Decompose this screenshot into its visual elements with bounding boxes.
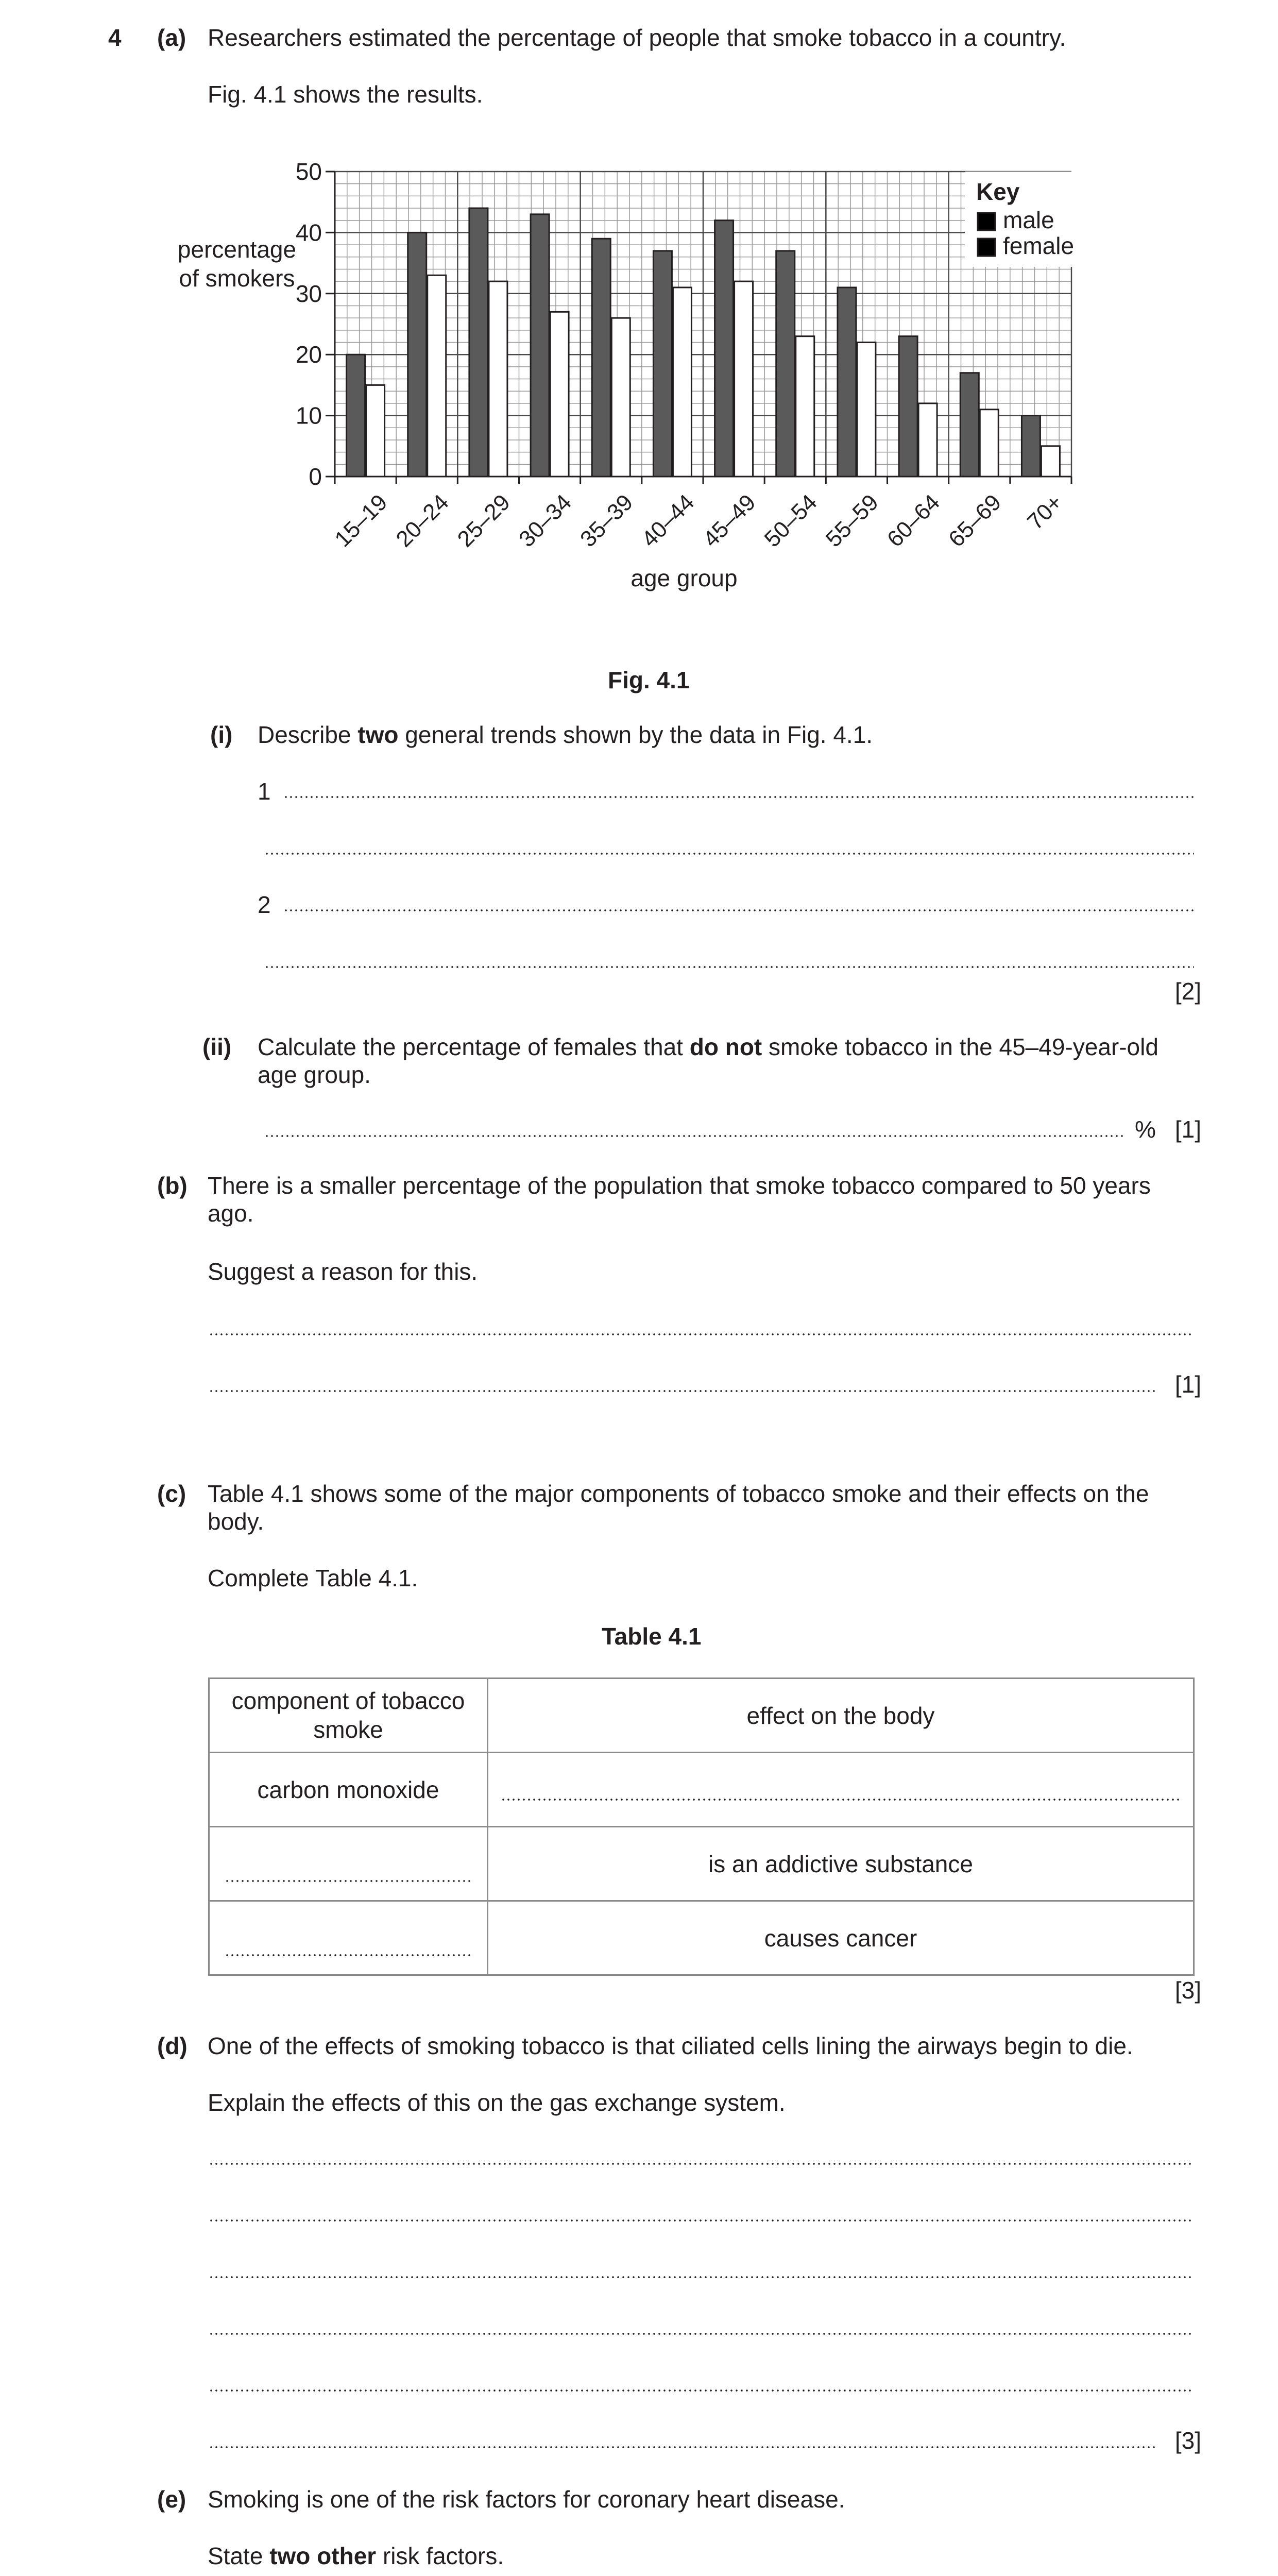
bar-male-4 — [592, 239, 610, 477]
part-a-i-text-bold: two — [357, 721, 399, 748]
part-d-label: (d) — [157, 2032, 188, 2059]
x-tick-label: 50–54 — [759, 489, 822, 552]
answer-line-a-i-2b[interactable] — [264, 966, 1194, 968]
y-tick-label: 20 — [295, 341, 322, 368]
figure-reference: Fig. 4.1 shows the results. — [208, 81, 483, 108]
x-tick-label: 65–69 — [944, 489, 1007, 552]
bar-female-0 — [366, 385, 385, 477]
y-axis-label-line2: of smokers — [179, 265, 295, 292]
part-a-i-text-post: general trends shown by the data in Fig. 4.1. — [398, 721, 873, 748]
row2-component-answer-line[interactable] — [225, 1880, 472, 1882]
part-b-label: (b) — [157, 1172, 188, 1199]
row2-effect: is an addictive substance — [488, 1827, 1194, 1901]
table-caption: Table 4.1 — [602, 1623, 702, 1650]
bar-male-1 — [408, 232, 427, 477]
part-b-text-line2: ago. — [208, 1200, 254, 1227]
answer-line-d-6[interactable] — [209, 2446, 1155, 2448]
part-e-label: (e) — [157, 2486, 186, 2513]
y-tick-labels — [296, 158, 322, 490]
answer-line-a-ii[interactable] — [264, 1135, 1126, 1137]
part-a-i-text — [258, 721, 873, 749]
answer-line-d-2[interactable] — [209, 2219, 1194, 2222]
y-tick-label: 40 — [295, 219, 322, 246]
part-b-text-line1: There is a smaller percentage of the population that smoke tobacco compared to 50 years — [208, 1172, 1151, 1199]
row3-component-answer-line[interactable] — [225, 1954, 472, 1956]
bar-female-9 — [918, 403, 937, 477]
x-tick-label: 25–29 — [452, 489, 515, 552]
part-a-ii-text-line2: age group. — [258, 1061, 371, 1088]
y-axis-label-line1: percentage — [177, 236, 297, 263]
row3-component-blank[interactable] — [209, 1901, 488, 1975]
header-component-line2: smoke — [313, 1716, 383, 1743]
bar-male-9 — [899, 336, 917, 477]
marks-a-ii: [1] — [1174, 1116, 1201, 1143]
bar-male-8 — [838, 287, 856, 477]
answer-line-d-1[interactable] — [209, 2163, 1194, 2165]
bar-female-1 — [428, 275, 446, 477]
answer-line-a-i-2[interactable] — [283, 909, 1194, 911]
header-component-line1: component of tobacco — [231, 1687, 465, 1715]
row2-component-blank[interactable] — [209, 1827, 488, 1901]
answer-line-d-3[interactable] — [209, 2276, 1194, 2278]
part-c-prompt: Complete Table 4.1. — [208, 1565, 418, 1591]
bar-male-2 — [469, 208, 488, 477]
bar-female-4 — [611, 318, 630, 477]
x-tick-label: 55–59 — [821, 489, 883, 552]
answer-line-number-1: 1 — [258, 778, 271, 805]
bar-male-3 — [531, 214, 549, 477]
part-c-text-line1: Table 4.1 shows some of the major components of tobacco smoke and their effects on the — [208, 1480, 1149, 1507]
header-effect: effect on the body — [488, 1679, 1194, 1753]
part-a-ii-text-bold: do not — [689, 1033, 762, 1060]
part-a-ii-text-pre: Calculate the percentage of females that — [258, 1033, 690, 1060]
x-axis-label: age group — [631, 565, 738, 591]
row1-component: carbon monoxide — [209, 1753, 488, 1827]
components-table — [208, 1677, 1195, 1976]
answer-line-b-2[interactable] — [209, 1390, 1155, 1392]
part-a-i-label: (i) — [210, 721, 233, 748]
part-a-stem: Researchers estimated the percentage of people that smoke tobacco in a country. — [208, 24, 1066, 51]
part-a-ii-text — [258, 1033, 1158, 1061]
x-tick-label: 45–49 — [698, 489, 761, 552]
x-tick-label: 40–44 — [637, 489, 700, 552]
bar-female-10 — [980, 410, 998, 477]
part-c-label: (c) — [157, 1480, 186, 1507]
answer-line-a-i-1b[interactable] — [264, 853, 1194, 855]
x-tick-label: 60–64 — [882, 489, 945, 552]
bar-female-7 — [796, 336, 814, 477]
bar-male-7 — [776, 251, 795, 477]
part-e-prompt-bold: two other — [269, 2543, 377, 2569]
answer-line-d-4[interactable] — [209, 2333, 1194, 2335]
y-tick-label: 0 — [309, 463, 322, 490]
legend-label-male: male — [1003, 207, 1054, 233]
table-row — [209, 1753, 1194, 1827]
y-tick-label: 30 — [295, 280, 322, 307]
question-number: 4 — [108, 24, 122, 51]
bar-female-6 — [735, 281, 753, 477]
bar-male-10 — [960, 373, 979, 477]
legend-swatch-male — [978, 213, 995, 230]
bar-female-2 — [489, 281, 507, 477]
y-tick-label: 50 — [295, 158, 322, 185]
bar-female-11 — [1041, 446, 1060, 477]
row3-effect: causes cancer — [488, 1901, 1194, 1975]
bar-male-5 — [653, 251, 672, 477]
bar-male-11 — [1021, 416, 1040, 477]
bar-male-0 — [347, 354, 365, 477]
part-e-text: Smoking is one of the risk factors for coronary heart disease. — [208, 2486, 845, 2513]
table-header-row — [209, 1679, 1194, 1753]
x-tick-label: 15–19 — [330, 489, 393, 552]
x-tick-label: 35–39 — [575, 489, 638, 552]
part-a-ii-label: (ii) — [202, 1033, 232, 1060]
marks-c: [3] — [1174, 1977, 1201, 2004]
legend-swatch-female — [978, 239, 995, 256]
bar-female-3 — [550, 312, 569, 477]
bar-chart — [0, 0, 1278, 618]
answer-line-b-1[interactable] — [209, 1333, 1194, 1335]
percent-unit: % — [1135, 1116, 1156, 1143]
header-component — [209, 1679, 488, 1753]
table-row — [209, 1901, 1194, 1975]
part-a-label: (a) — [157, 24, 186, 51]
legend-label-female: female — [1003, 232, 1075, 259]
marks-d: [3] — [1174, 2427, 1201, 2454]
part-e-prompt — [208, 2543, 504, 2570]
marks-a-i: [2] — [1174, 978, 1201, 1005]
figure-caption: Fig. 4.1 — [608, 667, 690, 693]
part-a-ii-text-post: smoke tobacco in the 45–49-year-old — [762, 1033, 1158, 1060]
row1-effect-blank[interactable] — [488, 1753, 1194, 1827]
x-tick-label: 70+ — [1022, 489, 1068, 535]
x-tick-label: 30–34 — [514, 489, 577, 552]
bar-male-6 — [715, 221, 734, 477]
table-row — [209, 1827, 1194, 1901]
answer-line-number-2: 2 — [258, 891, 271, 918]
bar-female-8 — [857, 343, 876, 477]
row1-effect-answer-line[interactable] — [501, 1799, 1181, 1801]
part-e-prompt-post: risk factors. — [376, 2543, 504, 2569]
part-d-text: One of the effects of smoking tobacco is that ciliated cells lining the airways begin to die. — [208, 2032, 1133, 2059]
answer-line-a-i-1[interactable] — [283, 796, 1194, 798]
bar-female-5 — [673, 287, 691, 477]
y-tick-label: 10 — [295, 402, 322, 429]
part-c-text-line2: body. — [208, 1508, 264, 1535]
legend-title: Key — [976, 178, 1020, 205]
x-tick-label: 20–24 — [391, 489, 454, 552]
part-a-i-text-pre: Describe — [258, 721, 358, 748]
marks-b: [1] — [1174, 1371, 1201, 1398]
x-tick-labels — [330, 489, 1067, 552]
legend — [965, 172, 1088, 267]
answer-line-d-5[interactable] — [209, 2389, 1194, 2392]
part-b-prompt: Suggest a reason for this. — [208, 1258, 478, 1285]
part-d-prompt: Explain the effects of this on the gas exchange system. — [208, 2089, 786, 2116]
part-e-prompt-pre: State — [208, 2543, 270, 2569]
